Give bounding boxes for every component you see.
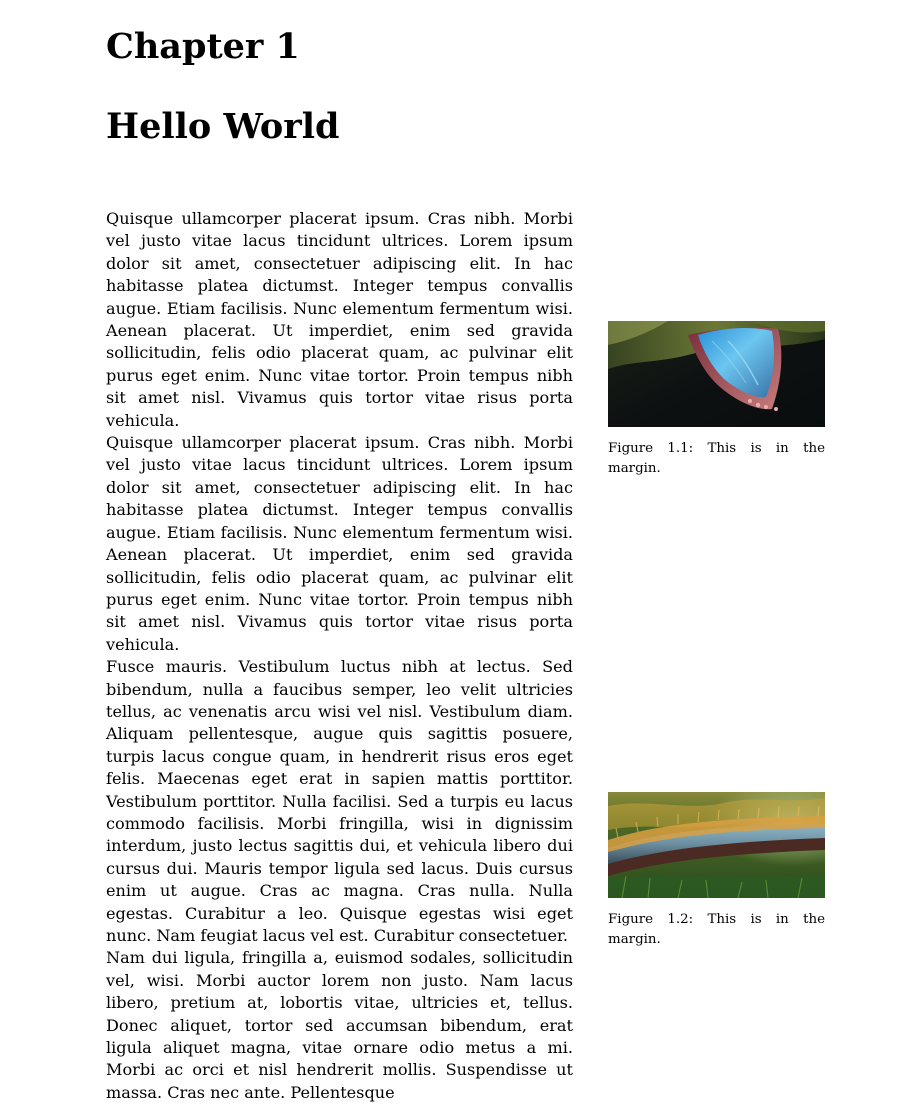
body-paragraph: Fusce mauris. Vestibulum luctus nibh at lectus. Sed bibendum, nulla a faucibus semper, leo velit ultricies tellus, ac venenatis arcu wisi vel nisl. Vestibulum diam. Aliquam pellentesque, augue quis sagittis posuere, turpis lacus congue quam, in hendrerit risus eros eget felis. Maecenas eget erat in sapien mattis porttitor. Vestibulum porttitor. Nulla facilisi. Sed a turpis eu lacus commodo facilisis. Morbi fringilla, wisi in dignissim interdum, justo lectus sagittis dui, et vehicula libero dui cursus dui. Mauris tempor ligula sed lacus. Duis cursus enim ut augue. Cras ac magna. Cras nulla. Nulla egestas. Curabitur a leo. Quisque egestas wisi eget nunc. Nam feugiat lacus vel est. Curabitur consectetuer. — [106, 657, 573, 945]
main-text-column — [106, 208, 573, 1104]
figure-caption: Figure 1.2: This is in the margin. — [608, 912, 825, 947]
chapter-label: Chapter 1 — [106, 26, 300, 67]
body-paragraph: Nam dui ligula, fringilla a, euismod sodales, sollicitudin vel, wisi. Morbi auctor lorem non justo. Nam lacus libero, pretium at, lobortis vitae, ultricies et, tellus. Donec aliquet, tortor sed accumsan bibendum, erat ligula aliquet magna, vitae ornare odio metus a mi. Morbi ac orci et nisl hendrerit mollis. Suspendisse ut massa. Cras nec ante. Pellentesque — [106, 948, 573, 1102]
figure-caption: Figure 1.1: This is in the margin. — [608, 441, 825, 476]
chapter-title: Hello World — [106, 106, 340, 147]
margin-figure-2 — [608, 792, 825, 949]
body-paragraph: Quisque ullamcorper placerat ipsum. Cras nibh. Morbi vel justo vitae lacus tincidunt ultrices. Lorem ipsum dolor sit amet, consectetuer adipiscing elit. In hac habitasse platea dictumst. Integer tempus convallis augue. Etiam facilisis. Nunc elementum fermentum wisi. Aenean placerat. Ut imperdiet, enim sed gravida sollicitudin, felis odio placerat quam, ac pulvinar elit purus eget enim. Nunc vitae tortor. Proin tempus nibh sit amet nisl. Vivamus quis tortor vitae risus porta vehicula. — [106, 209, 573, 430]
margin-figure-1 — [608, 321, 825, 478]
body-paragraph: Quisque ullamcorper placerat ipsum. Cras nibh. Morbi vel justo vitae lacus tincidunt ultrices. Lorem ipsum dolor sit amet, consectetuer adipiscing elit. In hac habitasse platea dictumst. Integer tempus convallis augue. Etiam facilisis. Nunc elementum fermentum wisi. Aenean placerat. Ut imperdiet, enim sed gravida sollicitudin, felis odio placerat quam, ac pulvinar elit purus eget enim. Nunc vitae tortor. Proin tempus nibh sit amet nisl. Vivamus quis tortor vitae risus porta vehicula. — [106, 433, 573, 654]
caterpillar-photo-icon — [608, 792, 825, 898]
butterfly-photo-icon — [608, 321, 825, 427]
